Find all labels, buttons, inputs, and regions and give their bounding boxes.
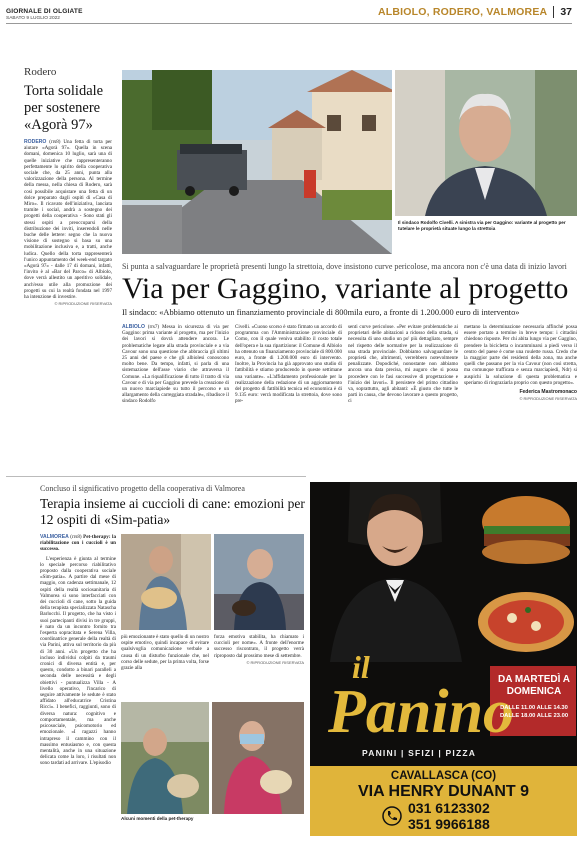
bottom-lead: Pet-therapy: la riabilitazione con i cuccioli è un successo. xyxy=(40,534,116,553)
ad-brand-name: Panino xyxy=(328,678,515,746)
left-body: Una fetta di torta per aiutare «Agorà 97». Quella in scena domani, domenica 10 luglio, sarà una di quelle iniziative che rappresenteranno perfettamente lo spirito della cooperativa sociale che, da 25 anni, punta alla valorizzazione della persona. Al termine della messa, nella chiesa di Rodero, sarà così possibile acquistare una fetta di un dolce preparato dagli ospiti di «Casa di Miro». Il ricavato dell'iniziativa, lanciata tramite i social, andrà a sostegno dei progetti della cooperativa - Sono stati gli stessi ospiti a preoccuparsi della distribuzione dei inviti, inserendoli nelle buche delle lettere: segno che la nuova visione di sostegno si basa su una mobilitazione inclusiva e, a tratti, anche ludica. Quello della torta rappresenterà l'unico appuntamento del week-end targato «Agorà 97» - dalle 17 di domani, infatti, l'invito è al «Bar del Parco» di Albiolo, dove verrà allestito un aperitivo solidale, anch'esso utile alla promozione dei progetti su cui la realtà fondata nel 1997 ha intenzione di investire. xyxy=(24,139,112,301)
street-photo-drawing xyxy=(122,70,392,254)
main-col-1 xyxy=(122,324,229,405)
main-author: Federica Mastromonaco xyxy=(519,389,577,396)
main-col-3-text: senti curve pericolose. «Per evitare problematiche ai proprietari delle abitazioni a ridosso della strada, si necessita di uno studio un po' più dettagliato, sempre nel rispetto delle normative per la realizzazione di una strada provinciale. Dobbiamo salvaguardare le proprietà che, altrimenti, verrebbero notevolmente penalizzate. Dopodiché, nonostante non abbiamo ancora una data precisa, mi auguro che si possa procedere con le fasi successive di progettazione e l'inizio dei lavori». Il persistere del primo cittadino va, soprattutto, agli abitanti: «È giusto che tutte le parti in causa, che devono lavorare a questo progetto, ci xyxy=(348,324,458,405)
main-col-4-text: mettano la determinazione necessaria affinché possa essere portato a termine in breve tempo: i cittadini chiedono risposte. Per chi abita lungo via per Gaggino, prendere la bicicletta o incamminarsi a piedi verso il centro del paese è come una roulette russa. Credo che la maggior parte dei residenti della zona, ma anche quelli che passano per la via Cavour (non così stretta, ma comunque trafficata e senza marciapiedi, Ndr) si auspichi la soluzione di questa problematica e speriamo di ringraziarla proprio con questo progetto». xyxy=(464,324,577,386)
masthead-divider xyxy=(553,6,554,18)
ad-hours-dinner: DALLE 18.00 ALLE 23.00 xyxy=(499,713,569,719)
street-photo xyxy=(122,70,392,254)
therapy-photo-3-drawing xyxy=(121,702,209,814)
main-byline: (rrs7) xyxy=(147,324,160,330)
main-signature: © RIPRODUZIONE RISERVATA xyxy=(519,396,577,402)
phone-icon xyxy=(382,806,402,826)
page-number: 37 xyxy=(560,6,572,18)
main-col-3 xyxy=(348,324,458,405)
masthead-right xyxy=(378,6,572,18)
therapy-photo-4 xyxy=(212,702,304,814)
bottom-headline: Terapia insieme ai cuccioli di cane: emozioni per 12 ospiti di «Sim-patia» xyxy=(40,496,305,527)
ad-hours-lunch: DALLE 11.00 ALLE 14.30 xyxy=(500,705,568,711)
mayor-caption: Il sindaco Rodolfo Civelli. A sinistra via per Gaggino: variante al progetto per tutelare le proprietà situate lungo la strettoia xyxy=(398,220,566,231)
ad-days: DA MARTEDÌ A DOMENICA xyxy=(497,674,571,697)
ad-city: CAVALLASCA (CO) xyxy=(390,770,497,782)
bottom-subheadline: Concluso il significativo progetto della cooperativa di Valmorea xyxy=(40,484,245,493)
ad-phone-2: 351 9966188 xyxy=(408,816,490,832)
therapy-photo-4-drawing xyxy=(212,702,304,814)
bottom-col-1-text: L'esperienza è giunta al termine lo speciale percorso riabilitativo proposto dalla cooperativa sociale «Sim-patia». A partire dal mese di maggio, con cadenza settimanale, 12 ospiti della realtà sociosanitaria di Valmorea si sono interfacciati con dei cuccioli di cane, sotto la guida della terapista specializzata Natascha Barlocchi. Il progetto, che ha visto i suoi partecipanti divisi in tre gruppi, è nato da un incontro fornito tra l'esperta sopracitata e Serena Villa, coordinatrice generale della realtà di via Parini, attiva sul territorio da più di 30 anni. «Un progetto che ha incluso individui colpiti da traumi cronici di diversa entità e, per questo, condotto a binari paralleli a seconda delle necessità e degli obiettivi - puntualizza Villa - A livello operativo, l'incarico di seguire attivamente le sedute è stato affidato all'educatrice Cristina Ricci». I benefici, raggiunti, sono di diversa natura: cognitivo e comportamentale, ma anche psicosociale, psicomotorio ed emozionale. «I ragazzi hanno intrapreso il cammino con il massimo entusiasmo e, con questa mentalità, anche in una situazione delicata come la loro, i risultati non sono tardati ad arrivare. L'episodio xyxy=(40,555,116,767)
section-title: ALBIOLO, RODERO, VALMOREA xyxy=(378,6,548,18)
ad-tagline: PANINI | SFIZI | PIZZA xyxy=(362,748,477,758)
bottom-location: VALMOREA xyxy=(40,534,69,540)
masthead-left xyxy=(6,8,136,21)
main-col-1-text: Messa in sicurezza di via per Gaggino: prima variante al progetto, ma per l'inizio dei lavori si dovrà attendere ancora. Le problematiche legate alla strada provinciale e a via Cavour sono una questione che abbraccia gli ultimi 25 anni del paese e che gli albiolesi conoscono molto bene. Da tempo, infatti, si parla di una sistemazione dell'asse viario che attraversa il Comune. «La riqualificazione di tutto il tratto di via Cavour e di via per Gaggino prevede la creazione di un nuovo marciapiede su tutto il percorso e un allargamento della carreggiata stradale», ribadisce il sindaco Rodolfo xyxy=(122,324,229,405)
mayor-photo xyxy=(395,70,577,216)
left-headline: Torta solidale per sostenere «Agorà 97» xyxy=(24,83,104,133)
main-location: ALBIOLO xyxy=(122,324,145,330)
therapy-photo-2 xyxy=(214,534,304,630)
masthead-rule xyxy=(6,23,572,24)
left-kicker: Rodero xyxy=(24,66,57,78)
bottom-col-2 xyxy=(121,634,209,671)
issue-date: SABATO 9 LUGLIO 2022 xyxy=(6,16,60,21)
ad-brand-il: il xyxy=(352,649,370,685)
left-location: RODERO xyxy=(24,139,47,145)
therapy-photo-1-drawing xyxy=(121,534,211,630)
bottom-signature: © RIPRODUZIONE RISERVATA xyxy=(246,659,304,665)
ad-brand xyxy=(328,649,515,746)
main-headline: Via per Gaggino, variante al progetto xyxy=(122,272,569,305)
bottom-col-3-text: forza emotiva stabilita, ha chiamato i cuccioli per nome». A fronte dell'enorme successo riscontrato, il progetto verrà riproposto dal prossimo mese di settembre. xyxy=(214,634,304,659)
bottom-caption: Alcuni momenti della pet-therapy xyxy=(121,816,194,821)
ad-street: VIA HENRY DUNANT 9 xyxy=(358,783,529,800)
left-article xyxy=(24,66,112,307)
bottom-col-1 xyxy=(40,534,116,767)
main-col-2-text: Civelli. «Cuono scorso è stato firmato un accordo di programma con l'Amministrazione provinciale di Como, con il quale veniva stabilito il costo totale dell'opera e la sua ripartizione: il Comune di Albiolo ha ottenuto un finanziamento provinciale di 800.000 euro, a fronte di 1.200.000 euro di intervento. Inoltre, la Provincia ha già approvato uno studio di fattibilità e stiamo producendo in queste settimane una variante». «L'affidamento professionale per la realizzazione della redazione di un aggiornamento del progetto di fattibilità tecnica ed economica è di 9.135 euro: verrà modificata la strettoia, dove sono pre- xyxy=(235,324,343,405)
ad-hours xyxy=(494,704,574,720)
therapy-photo-1 xyxy=(121,534,211,630)
left-signature: © RIPRODUZIONE RISERVATA xyxy=(54,301,112,307)
paper-name: GIORNALE DI OLGIATE xyxy=(6,8,83,15)
mayor-photo-drawing xyxy=(395,70,577,216)
main-deck: Il sindaco: «Abbiamo ottenuto un finanziamento provinciale di 800mila euro, a fronte di 1.200.000 euro di intervento» xyxy=(122,308,520,317)
ad-phone-1: 031 6123302 xyxy=(408,800,490,816)
left-byline: (rrs8) xyxy=(49,139,61,145)
bottom-col-3 xyxy=(214,634,304,666)
main-col-4 xyxy=(464,324,577,402)
panino-ad xyxy=(310,482,577,836)
section-divider xyxy=(6,476,306,477)
bottom-col-2-text: più emozionante è stato quello di un nostro ospite emotivo, quindi incapace di evitare qualsivoglia comunicazione verbale a causa di un disturbo funzionale che, nel corso delle sedute, per la prima volta, forse grazie alla xyxy=(121,634,209,672)
bottom-byline: (rrs8) xyxy=(70,534,82,540)
therapy-photo-2-drawing xyxy=(214,534,304,630)
main-subheadline: Si punta a salvaguardare le proprietà presenti lungo la strettoia, dove insistono curve pericolose, ma ancora non c'è una data di inizio lavori xyxy=(122,262,567,271)
therapy-photo-3 xyxy=(121,702,209,814)
main-col-2 xyxy=(235,324,342,405)
